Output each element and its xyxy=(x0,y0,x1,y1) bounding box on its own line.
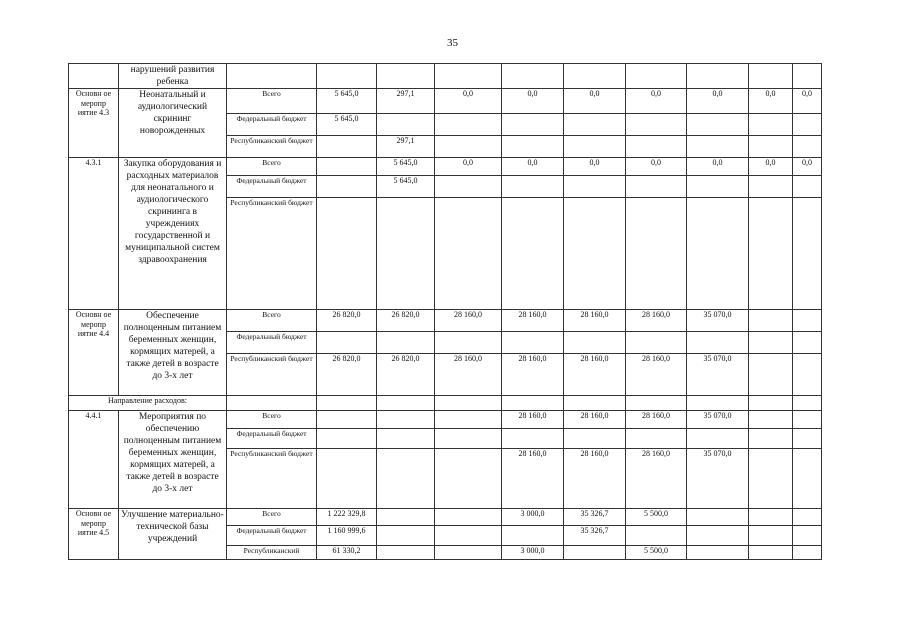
amount-cell xyxy=(502,114,564,136)
funding-source-cell: Федеральный бюджет xyxy=(227,332,317,354)
amount-cell xyxy=(687,136,749,158)
table-row xyxy=(69,64,822,89)
event-name-cell: Улучшение материально-технической базы учреждений xyxy=(119,509,227,560)
amount-cell: 35 070,0 xyxy=(687,310,749,332)
table-cell xyxy=(227,396,317,411)
amount-cell: 35 070,0 xyxy=(687,354,749,396)
amount-cell xyxy=(687,64,749,89)
amount-cell: 5 645,0 xyxy=(377,158,435,176)
amount-cell xyxy=(377,64,435,89)
table-cell xyxy=(377,396,435,411)
amount-cell xyxy=(564,546,626,560)
amount-cell: 1 222 329,8 xyxy=(317,509,377,526)
table-row xyxy=(69,310,822,332)
amount-cell xyxy=(793,114,822,136)
amount-cell: 28 160,0 xyxy=(435,354,502,396)
amount-cell xyxy=(435,411,502,429)
amount-cell: 28 160,0 xyxy=(564,449,626,509)
table-row xyxy=(69,396,822,411)
amount-cell xyxy=(317,449,377,509)
table-row xyxy=(69,509,822,526)
amount-cell xyxy=(564,332,626,354)
amount-cell xyxy=(626,198,687,310)
amount-cell xyxy=(749,176,793,198)
amount-cell xyxy=(377,546,435,560)
event-name-cell: Обеспечение полноценным питанием беременных женщин, кормящих матерей, а также детей в возрасте до 3-х лет xyxy=(119,310,227,396)
event-code-cell: 4.3.1 xyxy=(69,158,119,310)
table-cell xyxy=(749,396,793,411)
amount-cell: 35 326,7 xyxy=(564,509,626,526)
amount-cell xyxy=(435,136,502,158)
event-code-cell: Основн ое меропр иятие 4.4 xyxy=(69,310,119,396)
amount-cell xyxy=(317,136,377,158)
amount-cell xyxy=(435,526,502,546)
amount-cell xyxy=(749,429,793,449)
amount-cell xyxy=(687,429,749,449)
amount-cell: 0,0 xyxy=(564,89,626,114)
amount-cell xyxy=(687,176,749,198)
amount-cell xyxy=(502,198,564,310)
amount-cell xyxy=(749,411,793,429)
amount-cell: 5 500,0 xyxy=(626,546,687,560)
amount-cell xyxy=(793,509,822,526)
amount-cell: 28 160,0 xyxy=(502,449,564,509)
funding-source-cell: Всего xyxy=(227,158,317,176)
amount-cell: 3 000,0 xyxy=(502,509,564,526)
amount-cell: 28 160,0 xyxy=(564,411,626,429)
amount-cell xyxy=(749,114,793,136)
amount-cell xyxy=(564,136,626,158)
amount-cell xyxy=(564,429,626,449)
amount-cell xyxy=(317,176,377,198)
table-cell xyxy=(435,396,502,411)
funding-source-cell: Федеральный бюджет xyxy=(227,429,317,449)
amount-cell xyxy=(793,198,822,310)
amount-cell xyxy=(793,176,822,198)
amount-cell xyxy=(793,449,822,509)
table-cell xyxy=(564,396,626,411)
amount-cell xyxy=(793,332,822,354)
amount-cell: 28 160,0 xyxy=(564,310,626,332)
amount-cell xyxy=(626,136,687,158)
amount-cell xyxy=(793,526,822,546)
amount-cell xyxy=(687,114,749,136)
amount-cell: 28 160,0 xyxy=(626,449,687,509)
funding-source-cell: Республиканский бюджет xyxy=(227,136,317,158)
funding-source-cell: Всего xyxy=(227,509,317,526)
table-cell xyxy=(626,396,687,411)
amount-cell xyxy=(793,429,822,449)
amount-cell xyxy=(502,526,564,546)
amount-cell xyxy=(749,449,793,509)
amount-cell xyxy=(435,332,502,354)
funding-source-cell: Всего xyxy=(227,310,317,332)
amount-cell xyxy=(564,198,626,310)
amount-cell xyxy=(793,136,822,158)
amount-cell: 26 820,0 xyxy=(377,310,435,332)
event-name-cell: Закупка оборудования и расходных материалов для неонатального и аудиологического скрининга в учреждениях государственной и муниципальной систем здравоохранения xyxy=(119,158,227,310)
table-cell xyxy=(687,396,749,411)
amount-cell: 28 160,0 xyxy=(626,354,687,396)
amount-cell xyxy=(435,429,502,449)
page-number: 35 xyxy=(447,37,458,49)
amount-cell xyxy=(317,429,377,449)
amount-cell: 35 070,0 xyxy=(687,449,749,509)
amount-cell xyxy=(377,429,435,449)
funding-source-cell: Республиканский бюджет xyxy=(227,354,317,396)
amount-cell xyxy=(435,509,502,526)
amount-cell xyxy=(626,114,687,136)
amount-cell xyxy=(377,526,435,546)
amount-cell: 5 500,0 xyxy=(626,509,687,526)
amount-cell: 35 070,0 xyxy=(687,411,749,429)
funding-source-cell: Федеральный бюджет xyxy=(227,114,317,136)
amount-cell xyxy=(626,176,687,198)
amount-cell: 297,1 xyxy=(377,136,435,158)
amount-cell xyxy=(377,411,435,429)
amount-cell xyxy=(793,546,822,560)
amount-cell: 0,0 xyxy=(626,158,687,176)
amount-cell: 0,0 xyxy=(502,89,564,114)
amount-cell xyxy=(564,176,626,198)
amount-cell xyxy=(502,136,564,158)
amount-cell: 28 160,0 xyxy=(502,411,564,429)
amount-cell xyxy=(377,114,435,136)
amount-cell: 0,0 xyxy=(687,89,749,114)
amount-cell xyxy=(749,198,793,310)
amount-cell: 5 645,0 xyxy=(377,176,435,198)
amount-cell: 0,0 xyxy=(626,89,687,114)
amount-cell xyxy=(564,114,626,136)
amount-cell: 35 326,7 xyxy=(564,526,626,546)
funding-source-cell: Республиканский xyxy=(227,546,317,560)
amount-cell xyxy=(317,64,377,89)
amount-cell: 61 330,2 xyxy=(317,546,377,560)
amount-cell: 0,0 xyxy=(502,158,564,176)
section-label: Направление расходов: xyxy=(69,396,227,411)
amount-cell xyxy=(687,546,749,560)
amount-cell: 26 820,0 xyxy=(377,354,435,396)
funding-source-cell: Всего xyxy=(227,411,317,429)
event-name-cell: Мероприятия по обеспечению полноценным питанием беременных женщин, кормящих матерей, а также детей в возрасте до 3-х лет xyxy=(119,411,227,509)
amount-cell xyxy=(749,546,793,560)
amount-cell: 0,0 xyxy=(749,158,793,176)
amount-cell xyxy=(377,198,435,310)
amount-cell: 0,0 xyxy=(564,158,626,176)
amount-cell xyxy=(793,411,822,429)
amount-cell: 26 820,0 xyxy=(317,354,377,396)
amount-cell: 28 160,0 xyxy=(502,310,564,332)
amount-cell: 28 160,0 xyxy=(626,411,687,429)
amount-cell xyxy=(687,198,749,310)
table-cell xyxy=(317,396,377,411)
budget-table xyxy=(68,63,822,560)
amount-cell: 28 160,0 xyxy=(502,354,564,396)
event-name-cell: Неонатальный и аудиологический скрининг новорожденных xyxy=(119,89,227,158)
amount-cell: 3 000,0 xyxy=(502,546,564,560)
amount-cell xyxy=(377,509,435,526)
amount-cell: 0,0 xyxy=(435,89,502,114)
amount-cell xyxy=(749,354,793,396)
amount-cell xyxy=(377,449,435,509)
amount-cell xyxy=(749,332,793,354)
amount-cell: 28 160,0 xyxy=(564,354,626,396)
event-code-cell xyxy=(69,64,119,89)
amount-cell xyxy=(793,64,822,89)
table-row xyxy=(69,158,822,176)
amount-cell xyxy=(377,332,435,354)
amount-cell xyxy=(687,332,749,354)
funding-source-cell: Федеральный бюджет xyxy=(227,526,317,546)
table-row xyxy=(69,89,822,114)
amount-cell xyxy=(749,310,793,332)
amount-cell xyxy=(626,429,687,449)
event-code-cell: Основн ое меропр иятие 4.3 xyxy=(69,89,119,158)
event-code-cell: 4.4.1 xyxy=(69,411,119,509)
amount-cell xyxy=(502,176,564,198)
amount-cell: 26 820,0 xyxy=(317,310,377,332)
amount-cell: 0,0 xyxy=(687,158,749,176)
amount-cell xyxy=(317,332,377,354)
funding-source-cell: Республиканский бюджет xyxy=(227,198,317,310)
funding-source-cell: Республиканский бюджет xyxy=(227,449,317,509)
event-code-cell: Основн ое меропр иятие 4.5 xyxy=(69,509,119,560)
amount-cell xyxy=(564,64,626,89)
amount-cell: 5 645,0 xyxy=(317,89,377,114)
amount-cell xyxy=(435,449,502,509)
amount-cell xyxy=(502,64,564,89)
amount-cell: 28 160,0 xyxy=(435,310,502,332)
amount-cell xyxy=(435,198,502,310)
amount-cell xyxy=(626,526,687,546)
amount-cell xyxy=(435,114,502,136)
amount-cell xyxy=(502,429,564,449)
table-row xyxy=(69,411,822,429)
amount-cell xyxy=(435,546,502,560)
amount-cell xyxy=(317,411,377,429)
amount-cell: 1 160 999,6 xyxy=(317,526,377,546)
amount-cell xyxy=(687,509,749,526)
amount-cell xyxy=(749,136,793,158)
amount-cell xyxy=(317,198,377,310)
event-name-cell: нарушений развития ребенка xyxy=(119,64,227,89)
amount-cell xyxy=(317,158,377,176)
funding-source-cell: Федеральный бюджет xyxy=(227,176,317,198)
table-cell xyxy=(502,396,564,411)
amount-cell xyxy=(749,526,793,546)
amount-cell: 28 160,0 xyxy=(626,310,687,332)
funding-source-cell: Всего xyxy=(227,89,317,114)
amount-cell xyxy=(793,310,822,332)
amount-cell xyxy=(626,64,687,89)
amount-cell xyxy=(626,332,687,354)
amount-cell xyxy=(435,176,502,198)
amount-cell xyxy=(749,509,793,526)
amount-cell: 0,0 xyxy=(435,158,502,176)
table-cell xyxy=(793,396,822,411)
amount-cell xyxy=(687,526,749,546)
funding-source-cell xyxy=(227,64,317,89)
amount-cell xyxy=(793,354,822,396)
amount-cell: 297,1 xyxy=(377,89,435,114)
amount-cell: 0,0 xyxy=(749,89,793,114)
amount-cell: 0,0 xyxy=(793,89,822,114)
amount-cell xyxy=(749,64,793,89)
amount-cell: 5 645,0 xyxy=(317,114,377,136)
amount-cell: 0,0 xyxy=(793,158,822,176)
amount-cell xyxy=(435,64,502,89)
amount-cell xyxy=(502,332,564,354)
